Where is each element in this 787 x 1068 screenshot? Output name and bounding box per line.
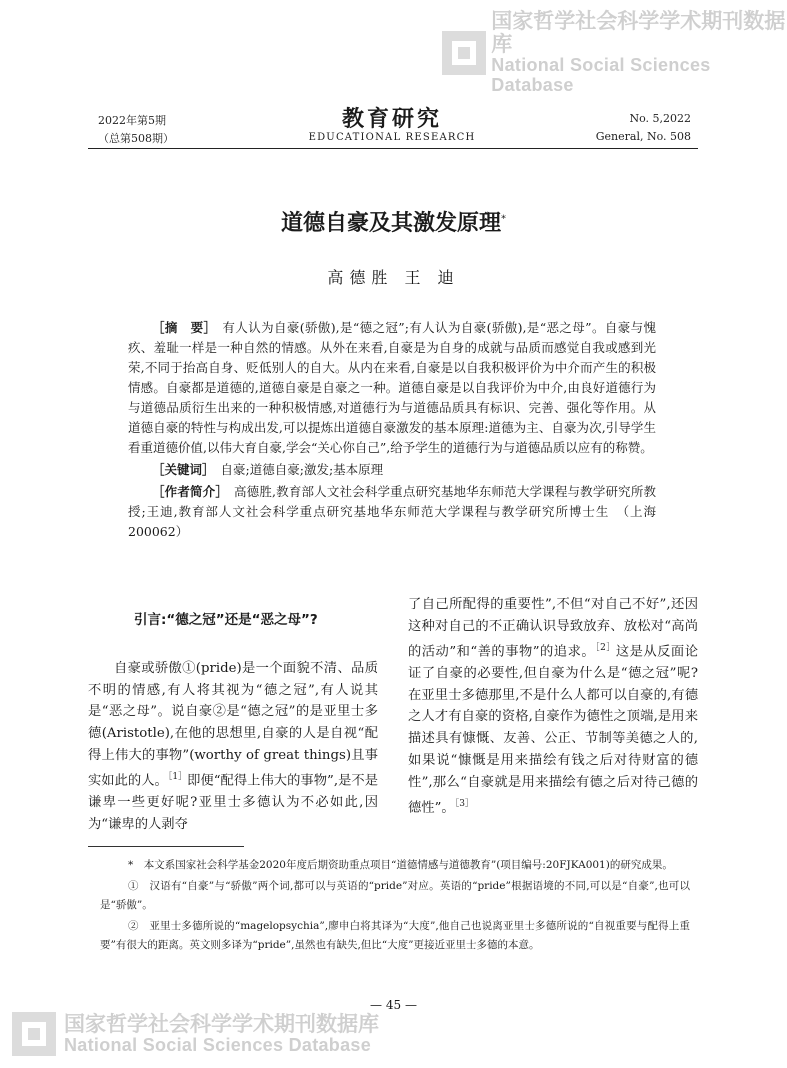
page-number: — 45 —: [370, 998, 417, 1012]
right-column: [408, 594, 698, 819]
body-paragraph-1: 自豪或骄傲①(pride)是一个面貌不清、品质不明的情感,有人将其视为“德之冠”,有人说其是“恶之母”。说自豪②是“德之冠”的是亚里士多德(Aristotle),在他的思想里,自豪的人是自视“配得上伟大的事物”(worthy of great things)且事实如此的人。$^{[1]}$即便“配得上伟大的事物”,是不是谦卑一些更好呢?亚里士多德认为不必如此,因为“谦卑的人剥夺: [88, 660, 378, 832]
body-paragraph-1-continued: 了自己所配得的重要性”,不但“对自己不好”,还因这种对自己的不正确认识导致放弃、放松对“高尚的活动”和“善的事物”的追求。$^{[2]}$这是从反面论证了自豪的必要性,但自豪为什么是“德之冠”呢?在亚里士多德那里,不是什么人都可以自豪的,有德之人才有自豪的资格,自豪作为德性之顶端,是用来描述具有慷慨、友善、公正、节制等美德之人的,如果说“慷慨是用来描绘有钱之后对待财富的德性”,那么“自豪就是用来描绘有德之后对待己德的德性”。$^{[3]}$: [408, 597, 698, 816]
citation-2: ［2］: [595, 642, 616, 653]
issue-right: No. 5,2022: [629, 112, 691, 125]
watermark-cn: 国家哲学社会科学学术期刊数据库: [491, 9, 786, 57]
citation-3: ［3］: [454, 798, 474, 809]
author-info-label: ［作者简介］: [152, 484, 229, 499]
journal-logo: 教育研究: [341, 106, 442, 132]
abstract: [128, 318, 656, 458]
watermark-cn: 国家哲学社会科学学术期刊数据库: [64, 1011, 379, 1036]
database-logo-icon: [12, 1012, 56, 1056]
database-logo-icon: [442, 31, 483, 75]
article-authors: 高德胜 王 迪: [327, 268, 460, 287]
section-heading: 引言:“德之冠”还是“恶之母”?: [134, 612, 318, 628]
keywords-label: ［关键词］: [152, 462, 215, 477]
left-column: [88, 610, 378, 836]
keywords: [128, 460, 656, 480]
issue-total-left: （总第508期）: [98, 132, 174, 145]
abstract-block: [128, 318, 669, 542]
watermark-top: [442, 10, 787, 96]
article-title: 道德自豪及其激发原理*: [280, 211, 506, 236]
author-info-text: 高德胜,教育部人文社会科学重点研究基地华东师范大学课程与教学研究所教授;王迪,教育部人文社会科学重点研究基地华东师范大学课程与教学研究所博士生 （上海 200062）: [128, 484, 669, 539]
watermark-bottom: [12, 1012, 379, 1056]
watermark-en: National Social Sciences Database: [491, 55, 711, 95]
footnote-1: ① 汉语有“自豪”与“骄傲”两个词,都可以与英语的“pride”对应。英语的“pride”根据语境的不同,可以是“自豪”,也可以是“骄傲”。: [100, 880, 690, 911]
issue-total-right: General, No. 508: [595, 130, 691, 143]
abstract-label: ［摘 要］: [152, 320, 217, 335]
author-info: [128, 482, 669, 542]
header-rule: [88, 148, 698, 149]
footnotes: [100, 856, 690, 957]
abstract-text: 有人认为自豪(骄傲),是“德之冠”;有人认为自豪(骄傲),是“恶之母”。自豪与愧疚、羞耻一样是一种自然的情感。从外在来看,自豪是为自身的成就与品质而感觉自我或感到光荣,不同于抬高自身、贬低别人的自大。从内在来看,自豪是以自我积极评价为中介而产生的积极情感。自豪都是道德的,道德自豪是自豪之一种。道德自豪是以自我评价为中介,由良好道德行为与道德品质衍生出来的一种积极情感,对道德行为与道德品质具有标识、完善、强化等作用。从道德自豪的特性与构成出发,可以提炼出道德自豪激发的基本原理:道德为主、自豪为次,引导学生看重道德价值,以伟大育自豪,学会“关心你自己”,给予学生的道德行为与道德品质以应有的称赞。: [128, 320, 656, 455]
footnote-2: ② 亚里士多德所说的“magelopsychia”,廖申白将其译为“大度”,他自己也说离亚里士多德所说的“自视重要与配得上重要”有很大的距离。英文则多译为“pride”,虽然也有缺失,但比“大度”更接近亚里士多德的本意。: [100, 920, 690, 951]
journal-name-en: EDUCATIONAL RESEARCH: [308, 132, 476, 143]
title-footnote-mark: *: [501, 213, 506, 225]
keywords-text: 自豪;道德自豪;激发;基本原理: [220, 462, 384, 477]
footnote-rule: [88, 846, 244, 847]
citation-1: ［1］: [167, 771, 188, 782]
footnote-funding: * 本文系国家社会科学基金2020年度后期资助重点项目“道德情感与道德教育”(项目编号:20FJKA001)的研究成果。: [128, 859, 673, 871]
issue-left: 2022年第5期: [98, 114, 166, 127]
watermark-en: National Social Sciences Database: [64, 1034, 372, 1055]
